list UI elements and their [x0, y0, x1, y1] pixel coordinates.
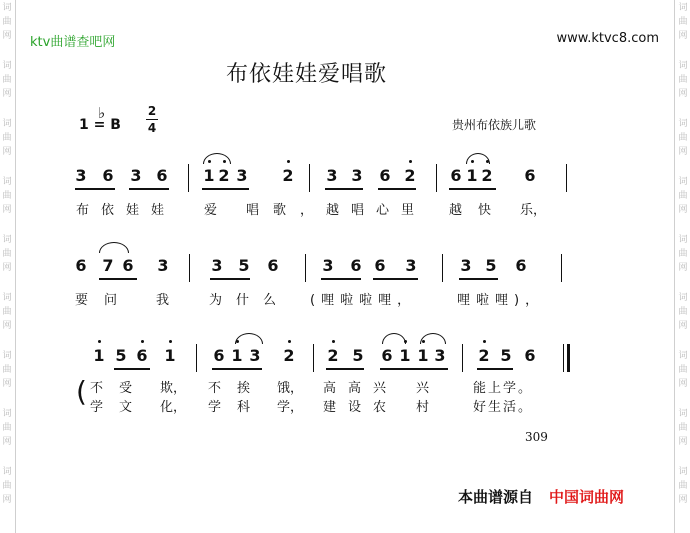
time-signature-bottom: 4: [147, 121, 157, 135]
lyric: 兴: [416, 381, 430, 396]
watermark-glyph: 网: [678, 89, 688, 99]
note: 6: [122, 256, 134, 275]
lyric: 高高兴: [323, 381, 399, 396]
watermark-glyph: 网: [678, 263, 688, 273]
watermark-glyph: 曲: [678, 75, 688, 85]
note: 3: [460, 256, 472, 275]
underline: [202, 188, 249, 190]
note: 6: [156, 166, 168, 185]
watermark-glyph: 词: [678, 467, 688, 477]
slur: [99, 242, 129, 253]
lyric: 唱歌，: [246, 203, 328, 218]
watermark-glyph: 词: [678, 119, 688, 129]
lyric: 化，: [160, 400, 187, 415]
lyric: 学，: [277, 400, 304, 415]
lyric: 越唱心里: [326, 203, 427, 218]
note: 6: [524, 346, 536, 365]
barline: [309, 164, 310, 192]
note: 7: [102, 256, 114, 275]
lyric: 乐，: [520, 203, 547, 218]
lyric: 建设农: [323, 400, 399, 415]
watermark-glyph: 曲: [678, 249, 688, 259]
underline: [210, 278, 250, 280]
time-signature: [146, 104, 158, 135]
underline: [75, 188, 115, 190]
note: 3: [326, 166, 338, 185]
slur: [235, 333, 263, 344]
note: 6: [102, 166, 114, 185]
note: 3: [211, 256, 223, 275]
slur: [382, 333, 406, 344]
note: 1: [93, 346, 105, 365]
note: 3: [405, 256, 417, 275]
barline: [462, 344, 463, 372]
lyric: 村: [416, 400, 430, 415]
underline: [325, 188, 363, 190]
note: 6: [450, 166, 462, 185]
note: 3: [351, 166, 363, 185]
underline: [378, 188, 416, 190]
watermark-glyph: 词: [678, 61, 688, 71]
lyric: 欺，: [160, 381, 187, 396]
underline: [321, 278, 361, 280]
watermark-glyph: 网: [2, 437, 12, 447]
final-barline: [567, 344, 570, 372]
note: 2: [481, 166, 493, 185]
note: 6: [515, 256, 527, 275]
lyric: 能上学。: [473, 381, 534, 396]
time-signature-bar: [146, 119, 158, 120]
underline: [373, 278, 418, 280]
flat-symbol: ♭: [98, 104, 106, 122]
lyric: 要问: [75, 293, 134, 308]
slur: [203, 153, 231, 164]
watermark-glyph: 词: [678, 351, 688, 361]
lyric: 为什么: [209, 293, 291, 308]
watermark-glyph: 网: [2, 205, 12, 215]
barline: [563, 344, 564, 372]
source-brand-link[interactable]: 中国词曲网: [549, 488, 625, 506]
note: 5: [238, 256, 250, 275]
underline: [212, 368, 262, 370]
underline: [380, 368, 448, 370]
note: 5: [115, 346, 127, 365]
barline: [196, 344, 197, 372]
lyric: 越快: [449, 203, 508, 218]
watermark-glyph: 词: [678, 409, 688, 419]
note: 6: [350, 256, 362, 275]
lyric: 饿，: [277, 381, 304, 396]
watermark-glyph: 词: [678, 235, 688, 245]
note: 3: [322, 256, 334, 275]
lyric: 我: [156, 293, 170, 308]
barline: [189, 254, 190, 282]
watermark-glyph: 词: [2, 467, 12, 477]
note: 1: [203, 166, 215, 185]
watermark-glyph: 网: [2, 147, 12, 157]
verse-brace: (: [76, 375, 87, 408]
watermark-glyph: 网: [2, 263, 12, 273]
underline: [326, 368, 364, 370]
watermark-glyph: 曲: [678, 365, 688, 375]
barline: [305, 254, 306, 282]
note: 2: [404, 166, 416, 185]
barline: [561, 254, 562, 282]
source-prefix: 本曲谱源自: [458, 488, 534, 506]
note: 5: [352, 346, 364, 365]
watermark-glyph: 网: [678, 31, 688, 41]
watermark-glyph: 词: [2, 293, 12, 303]
lyric: 学文: [90, 400, 149, 415]
score-line-2: [0, 256, 690, 318]
note: 6: [379, 166, 391, 185]
note: 3: [236, 166, 248, 185]
watermark-glyph: 曲: [2, 423, 12, 433]
note: 6: [381, 346, 393, 365]
underline: [129, 188, 169, 190]
note: 2: [478, 346, 490, 365]
watermark-glyph: 曲: [678, 191, 688, 201]
site-label[interactable]: ktv曲谱查吧网: [30, 35, 116, 50]
note: 3: [434, 346, 446, 365]
underline: [459, 278, 498, 280]
watermark-glyph: 曲: [2, 249, 12, 259]
watermark-glyph: 曲: [678, 481, 688, 491]
watermark-glyph: 网: [678, 205, 688, 215]
watermark-glyph: 网: [678, 495, 688, 505]
note: 2: [283, 346, 295, 365]
note: 2: [282, 166, 294, 185]
watermark-glyph: 网: [2, 31, 12, 41]
watermark-glyph: 网: [678, 321, 688, 331]
note: 5: [500, 346, 512, 365]
note: 5: [485, 256, 497, 275]
underline: [449, 188, 496, 190]
watermark-glyph: 词: [2, 351, 12, 361]
note: 6: [136, 346, 148, 365]
note: 1: [466, 166, 478, 185]
note: 6: [267, 256, 279, 275]
watermark-glyph: 词: [2, 409, 12, 419]
time-signature-top: 2: [147, 104, 157, 118]
song-origin: 贵州布依族儿歌: [452, 118, 537, 132]
note: 1: [231, 346, 243, 365]
underline: [477, 368, 513, 370]
barline: [436, 164, 437, 192]
watermark-glyph: 网: [2, 89, 12, 99]
watermark-glyph: 曲: [2, 307, 12, 317]
watermark-glyph: 曲: [678, 307, 688, 317]
score-line-1: [0, 166, 690, 228]
watermark-glyph: 曲: [2, 133, 12, 143]
watermark-glyph: 词: [678, 293, 688, 303]
note: 3: [249, 346, 261, 365]
barline: [313, 344, 314, 372]
watermark-glyph: 曲: [678, 17, 688, 27]
lyric: 布依娃娃: [76, 203, 177, 218]
watermark-glyph: 网: [678, 437, 688, 447]
watermark-glyph: 词: [2, 61, 12, 71]
watermark-glyph: 曲: [2, 481, 12, 491]
watermark-glyph: 曲: [678, 423, 688, 433]
lyric: 不受: [90, 381, 149, 396]
lyric: 好生活。: [473, 400, 534, 415]
watermark-glyph: 网: [2, 495, 12, 505]
watermark-glyph: 词: [2, 177, 12, 187]
note: 6: [374, 256, 386, 275]
watermark-glyph: 词: [2, 119, 12, 129]
note: 2: [218, 166, 230, 185]
note: 3: [75, 166, 87, 185]
note: 1: [417, 346, 429, 365]
lyric: 哩啦哩)，: [457, 293, 545, 308]
watermark-glyph: 曲: [2, 17, 12, 27]
key-signature: 1 = B: [79, 117, 121, 133]
lyric: (哩啦啦哩，: [310, 293, 417, 308]
watermark-glyph: 词: [2, 3, 12, 13]
watermark-glyph: 词: [678, 3, 688, 13]
note: 3: [157, 256, 169, 275]
barline: [188, 164, 189, 192]
watermark-glyph: 词: [678, 177, 688, 187]
watermark-glyph: 网: [678, 379, 688, 389]
note: 2: [327, 346, 339, 365]
note: 1: [164, 346, 176, 365]
note: 3: [130, 166, 142, 185]
barline: [442, 254, 443, 282]
song-title: 布依娃娃爱唱歌: [226, 62, 388, 87]
note: 6: [75, 256, 87, 275]
barline: [566, 164, 567, 192]
watermark-glyph: 网: [678, 147, 688, 157]
source-credit: [458, 486, 624, 507]
watermark-glyph: 曲: [2, 365, 12, 375]
watermark-glyph: 网: [2, 379, 12, 389]
lyric: 爱: [204, 203, 218, 218]
lyric: 不挨: [208, 381, 267, 396]
note: 6: [213, 346, 225, 365]
page-number: 309: [525, 430, 548, 444]
note: 6: [524, 166, 536, 185]
watermark-glyph: 词: [2, 235, 12, 245]
underline: [99, 278, 137, 280]
underline: [114, 368, 150, 370]
watermark-glyph: 曲: [678, 133, 688, 143]
watermark-glyph: 曲: [2, 75, 12, 85]
note: 1: [399, 346, 411, 365]
site-url[interactable]: www.ktvc8.com: [556, 31, 659, 46]
watermark-glyph: 网: [2, 321, 12, 331]
watermark-glyph: 曲: [2, 191, 12, 201]
lyric: 学科: [208, 400, 267, 415]
